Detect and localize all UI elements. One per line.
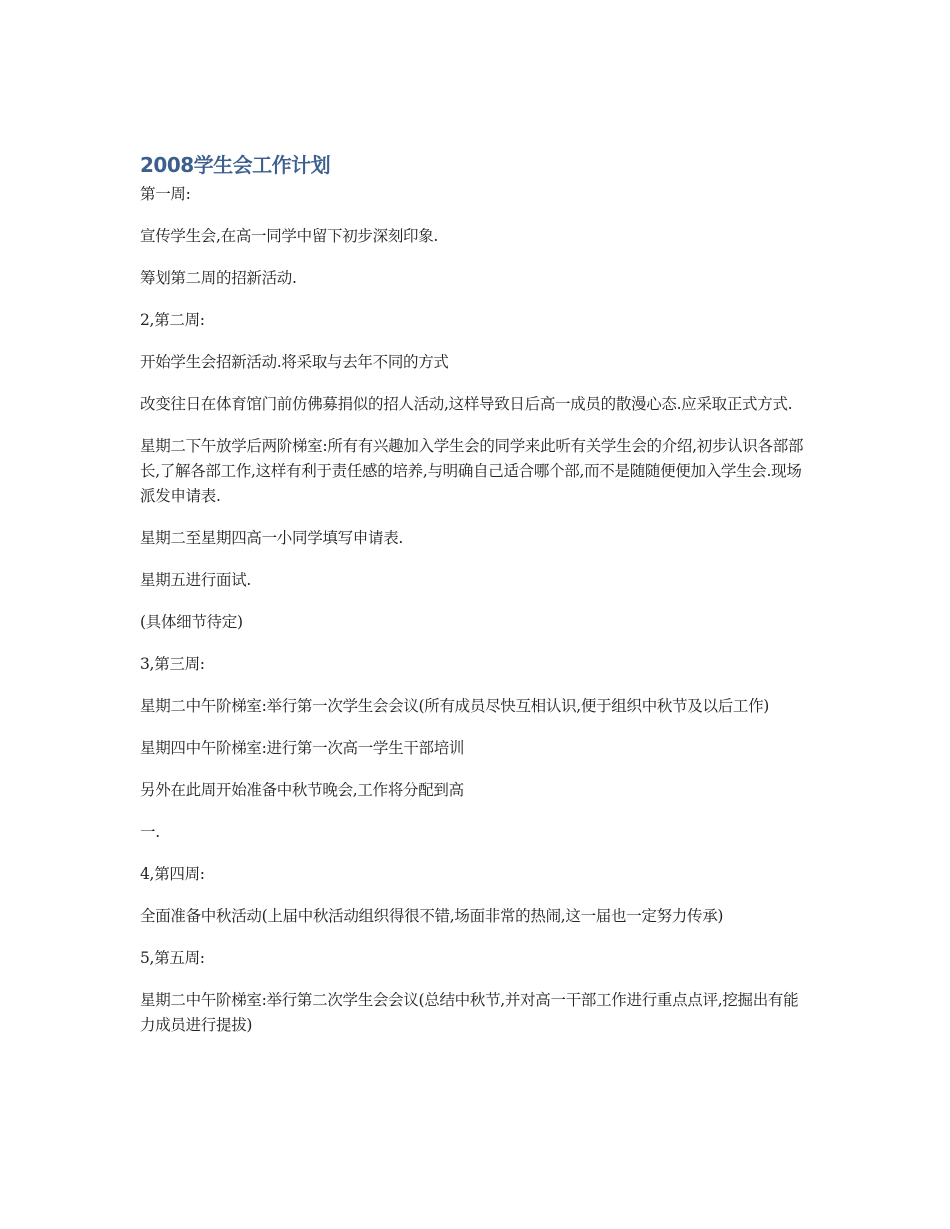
paragraph: 2,第二周:: [140, 311, 205, 329]
paragraph: 星期五进行面试.: [140, 571, 252, 589]
paragraph: 4,第四周:: [140, 865, 205, 883]
paragraph: 改变往日在体育馆门前仿佛募捐似的招人活动,这样导致日后高一成员的散漫心态.应采取正式方式.: [140, 395, 793, 413]
paragraph: 3,第三周:: [140, 655, 205, 673]
paragraph: 星期二至星期四高一小同学填写申请表.: [140, 529, 404, 547]
paragraph: 星期二中午阶梯室:举行第二次学生会会议(总结中秋节,并对高一干部工作进行重点点评,挖掘出有能力成员进行提拔): [140, 991, 799, 1034]
paragraph: 星期二下午放学后两阶梯室:所有有兴趣加入学生会的同学来此听有关学生会的介绍,初步认识各部部长,了解各部工作,这样有利于责任感的培养,与明确自己适合哪个部,而不是随随便便加入学生会.现场派发申请表.: [140, 437, 804, 505]
paragraph: 第一周:: [140, 185, 191, 203]
paragraph: 筹划第二周的招新活动.: [140, 269, 297, 287]
paragraph: 星期二中午阶梯室:举行第一次学生会会议(所有成员尽快互相认识,便于组织中秋节及以后工作): [140, 697, 770, 715]
document-title: 2008学生会工作计划: [140, 153, 331, 177]
paragraph: (具体细节待定): [140, 613, 243, 631]
paragraph: 一.: [140, 823, 160, 841]
paragraph: 星期四中午阶梯室:进行第一次高一学生干部培训: [140, 739, 465, 757]
document-page: [140, 150, 812, 1055]
paragraph: 5,第五周:: [140, 949, 205, 967]
paragraph: 另外在此周开始准备中秋节晚会,工作将分配到高: [140, 781, 464, 799]
document-body: [140, 182, 812, 1038]
paragraph: 全面准备中秋活动(上届中秋活动组织得很不错,场面非常的热闹,这一届也一定努力传承): [140, 907, 724, 925]
paragraph: 宣传学生会,在高一同学中留下初步深刻印象.: [140, 227, 439, 245]
paragraph: 开始学生会招新活动.将采取与去年不同的方式: [140, 353, 449, 371]
